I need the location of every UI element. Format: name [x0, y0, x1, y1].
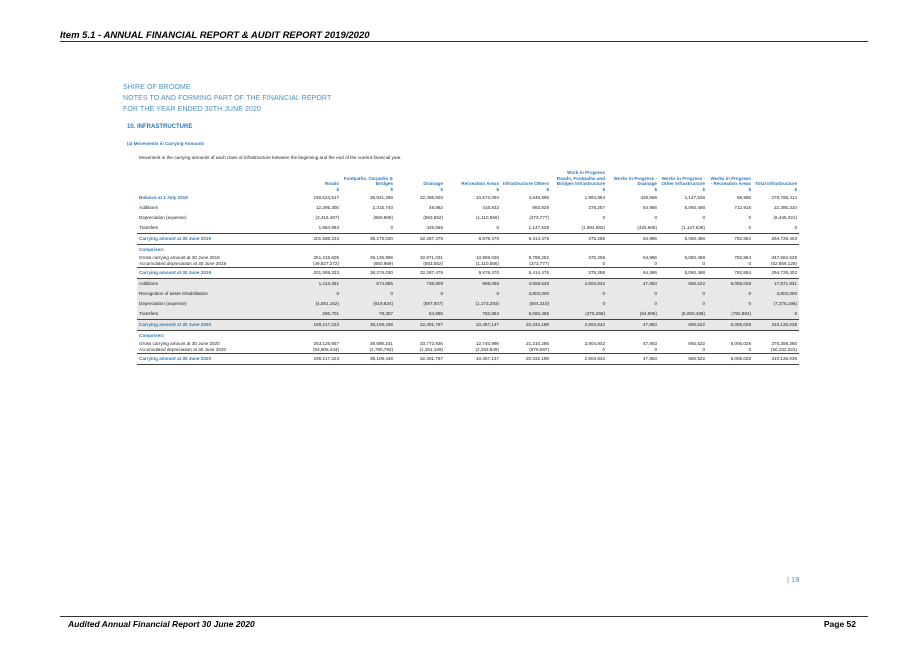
table-cell [445, 244, 501, 255]
table-cell: 310,126,038 [753, 353, 799, 364]
table-cell: 36,821,259 [370, 194, 393, 200]
table-cell: 0 [702, 260, 705, 266]
table-cell [659, 330, 707, 341]
unit-label: $ [654, 186, 657, 192]
table-cell [395, 244, 445, 255]
table-cell: 0 [607, 289, 659, 299]
table-row [137, 330, 799, 341]
table-cell: 32,391,767 [395, 319, 445, 330]
unit-label: $ [546, 186, 549, 192]
table-cell: 6,788,252 [528, 254, 549, 260]
table-cell: 0 [287, 289, 341, 299]
row-label: Additions [137, 278, 287, 289]
table-cell: 47,863 [607, 278, 659, 289]
table-cell [445, 330, 501, 341]
table-cell: 1,147,528 [528, 224, 549, 230]
table-row [137, 193, 799, 203]
table-cell: 12,395,300 [316, 204, 339, 210]
table-cell: 6,414,475 [501, 267, 551, 278]
table-cell: 0 [341, 289, 395, 299]
row-label: Gross carrying amount at 30 June 2019 [139, 254, 220, 260]
row-label: Carrying amount at 30 June 2020 [137, 319, 287, 330]
header-divider [60, 41, 868, 42]
subsection-title: (a) Movements in Carrying Amounts [127, 141, 205, 146]
table-cell [395, 330, 445, 341]
table-cell: 660,522 [659, 353, 707, 364]
row-label: Carrying amount at 30 June 2019 [137, 267, 287, 278]
column-header: Works in Progress - Recreation Areas [710, 175, 751, 187]
table-cell: 0 [707, 289, 753, 299]
row-label: Transfers [139, 224, 159, 230]
table-cell: 296,701 [287, 309, 341, 320]
table-cell: 660,522 [688, 340, 705, 346]
table-cell: (683,552) [423, 260, 443, 266]
table-cell: 253,125,657 [313, 340, 339, 346]
table-cell: 32,971,031 [420, 254, 443, 260]
table-cell: 1,413,351 [287, 278, 341, 289]
table-cell: 38,276,030 [341, 233, 395, 244]
table-cell: (6,445,321) [773, 214, 797, 220]
table-cell: 1,147,528 [684, 194, 705, 200]
table-cell: 0 [654, 214, 657, 220]
table-cell: 199,217,223 [287, 353, 341, 364]
page-marker: | 19 [787, 575, 800, 584]
table-cell: 370,358,360 [771, 340, 797, 346]
table-cell: 12,740,996 [476, 340, 499, 346]
table-cell: (1,110,556) [475, 214, 499, 220]
table-cell: (1,381,159) [419, 346, 443, 352]
table-cell: (504,310) [501, 299, 551, 309]
unit-label: $ [440, 186, 443, 192]
table-cell: 425,666 [426, 224, 443, 230]
table-cell: 5,060,488 [659, 233, 707, 244]
unit-label: $ [390, 186, 393, 192]
table-cell: 294,728,403 [753, 267, 799, 278]
table-cell [287, 244, 341, 255]
table-cell [551, 330, 607, 341]
table-cell: (1,984,983) [581, 224, 605, 230]
table-cell: 0 [659, 289, 707, 299]
table-cell: 32,391,767 [395, 353, 445, 364]
table-cell: 0 [753, 309, 799, 320]
unit-label: $ [748, 186, 751, 192]
table-cell: (2,283,849) [475, 346, 499, 352]
table-cell: (1,173,293) [445, 299, 501, 309]
row-label: Carrying amount at 30 June 2019 [137, 233, 287, 244]
row-label: Carrying amount at 30 June 2020 [137, 353, 287, 364]
table-cell: (697,607) [395, 299, 445, 309]
table-row [137, 233, 799, 244]
table-cell: 38,109,448 [341, 353, 395, 364]
table-cell: 201,588,333 [287, 233, 341, 244]
row-label: Depreciation (expense) [137, 299, 287, 309]
table-cell: (1,110,556) [475, 260, 499, 266]
org-title: SHIRE OF BROOME [123, 84, 191, 91]
table-cell: 64,986 [395, 309, 445, 320]
table-cell: 9,878,470 [445, 233, 501, 244]
table-row [137, 289, 799, 299]
table-cell: 375,257 [588, 204, 605, 210]
table-cell: 0 [794, 224, 797, 230]
table-cell: (52,856,126) [770, 260, 797, 266]
column-header: Roads [324, 181, 339, 187]
row-label: Depreciation (expense) [139, 214, 187, 220]
table-cell: (373,777) [529, 260, 549, 266]
table-cell: 375,258 [551, 267, 607, 278]
table-cell: (373,777) [529, 214, 549, 220]
table-cell [753, 330, 799, 341]
row-label: Comprises: [139, 246, 165, 252]
table-cell: 5,060,488 [684, 254, 705, 260]
table-cell: 201,588,333 [287, 267, 341, 278]
table-cell: 1,984,983 [318, 224, 339, 230]
table-cell: 674,885 [341, 278, 395, 289]
table-cell: 2,804,842 [551, 353, 607, 364]
column-header: Drainage [423, 181, 443, 187]
table-cell: 64,986 [607, 233, 659, 244]
table-cell: 39,890,241 [370, 340, 393, 346]
table-cell: 712,916 [734, 204, 751, 210]
table-cell: 0 [607, 299, 659, 309]
unit-label: $ [794, 186, 797, 192]
table-cell: (919,824) [341, 299, 395, 309]
table-cell: 64,986 [607, 267, 659, 278]
table-cell: (4,081,162) [287, 299, 341, 309]
table-cell [707, 244, 753, 255]
table-cell: 10,572,094 [476, 194, 499, 200]
table-row [137, 267, 799, 278]
table-cell: 6,005,028 [707, 278, 753, 289]
column-header: Total Infrastructure [755, 181, 797, 187]
table-cell: 0 [395, 289, 445, 299]
table-cell: 5,060,488 [501, 309, 551, 320]
table-cell [501, 330, 551, 341]
table-cell: 20,332,198 [501, 353, 551, 364]
table-cell: 782,864 [445, 309, 501, 320]
table-cell: 6,005,028 [707, 353, 753, 364]
table-cell: (3,416,467) [315, 214, 339, 220]
table-cell: (375,258) [551, 309, 607, 320]
table-cell: 32,287,479 [395, 267, 445, 278]
section-title: 10. INFRASTRUCTURE [127, 124, 193, 130]
row-label: Balance at 1 July 2018 [139, 194, 188, 200]
column-header: Work in Progress Roads, Footpaths and Bridges Infrastructure [556, 170, 605, 187]
table-cell: 199,217,223 [287, 319, 341, 330]
table-cell: 660,522 [659, 319, 707, 330]
table-row [137, 299, 799, 309]
table-cell [659, 244, 707, 255]
table-cell: 2,804,842 [551, 319, 607, 330]
table-row [137, 353, 799, 364]
table-cell: 375,258 [588, 254, 605, 260]
page-header: Item 5.1 - ANNUAL FINANCIAL REPORT & AUDIT REPORT 2019/2020 [60, 30, 370, 41]
table-cell [287, 330, 341, 341]
table-cell: (1,147,528) [681, 224, 705, 230]
page-number: Page 52 [823, 619, 856, 629]
report-subtitle: NOTES TO AND FORMING PART OF THE FINANCIAL REPORT [123, 95, 332, 102]
table-cell: 0 [748, 260, 751, 266]
table-cell: (860,969) [373, 260, 393, 266]
table-cell: (60,232,322) [770, 346, 797, 352]
table-cell: (5,060,488) [659, 309, 707, 320]
table-cell: 969,066 [445, 278, 501, 289]
table-cell: 993,829 [532, 204, 549, 210]
table-cell: 2,804,842 [584, 340, 605, 346]
table-cell: 0 [659, 299, 707, 309]
table-cell: 782,884 [707, 267, 753, 278]
table-cell: 32,495,503 [420, 194, 443, 200]
table-cell: 0 [551, 289, 607, 299]
table-cell: (782,884) [707, 309, 753, 320]
table-cell: (425,666) [637, 224, 657, 230]
table-cell: 416,932 [482, 204, 499, 210]
table-row [137, 309, 799, 320]
table-cell: (64,986) [607, 309, 659, 320]
table-cell [341, 244, 395, 255]
column-header: Footpaths, Carparks & Bridges [343, 175, 393, 187]
table-cell: 782,884 [734, 254, 751, 260]
table-cell: 0 [602, 214, 605, 220]
page-footer: Audited Annual Financial Report 30 June 2020 [68, 619, 255, 629]
table-cell: 0 [390, 224, 393, 230]
table-cell [341, 330, 395, 341]
table-cell: 32,287,479 [395, 233, 445, 244]
table-cell: (878,087) [529, 346, 549, 352]
table-cell [607, 330, 659, 341]
column-header: Recreation Areas [461, 181, 499, 187]
table-cell: 33,772,926 [420, 340, 443, 346]
table-cell: 20,332,198 [501, 319, 551, 330]
table-cell: 5,060,488 [659, 267, 707, 278]
table-row [137, 244, 799, 255]
table-cell [753, 244, 799, 255]
table-cell: 49,862 [428, 204, 443, 210]
column-header [137, 170, 287, 187]
table-cell: 38,109,448 [341, 319, 395, 330]
row-label: Accumulated depreciation at 30 June 2020 [139, 346, 227, 352]
row-label: Additions [139, 204, 158, 210]
row-label: Transfers [137, 309, 287, 320]
table-cell: 21,210,285 [526, 340, 549, 346]
table-cell: 0 [654, 260, 657, 266]
footer-divider [60, 616, 868, 617]
row-label: Comprises: [139, 332, 165, 338]
table-cell: (49,827,272) [312, 260, 339, 266]
table-cell: (860,969) [373, 214, 393, 220]
column-header: Works in Progress - Drainage [613, 175, 657, 187]
row-label: Recognition of asset rehabilitation [137, 289, 287, 299]
column-header: Infrastructure Others [503, 181, 549, 187]
table-cell: 0 [602, 346, 605, 352]
table-cell: 0 [654, 346, 657, 352]
table-cell: 0 [748, 214, 751, 220]
table-cell: 6,005,028 [707, 319, 753, 330]
table-cell: 190,624,517 [313, 194, 339, 200]
table-cell: 10,457,147 [445, 353, 501, 364]
table-cell: 2,315,740 [372, 204, 393, 210]
column-header-row [137, 170, 799, 187]
table-cell: 6,005,028 [730, 340, 751, 346]
table-cell: 0 [551, 299, 607, 309]
table-row [137, 223, 799, 234]
table-cell [607, 244, 659, 255]
table-cell: 5,060,488 [684, 204, 705, 210]
table-cell: 4,646,895 [528, 194, 549, 200]
table-cell: 278,788,414 [771, 194, 797, 200]
table-cell: 736,909 [395, 278, 445, 289]
table-cell: 10,989,026 [476, 254, 499, 260]
report-period: FOR THE YEAR ENDED 30TH JUNE 2020 [123, 106, 262, 113]
table-cell: 39,136,999 [370, 254, 393, 260]
table-cell: 0 [702, 346, 705, 352]
table-cell: 64,986 [642, 204, 657, 210]
table-cell: 782,884 [707, 233, 753, 244]
table-cell: 251,415,605 [313, 254, 339, 260]
table-cell: 310,126,038 [753, 319, 799, 330]
table-row [137, 203, 799, 213]
table-cell: 0 [445, 289, 501, 299]
table-cell: (7,376,196) [753, 299, 799, 309]
table-cell: 660,522 [659, 278, 707, 289]
unit-label: $ [702, 186, 705, 192]
table-cell: (683,552) [423, 214, 443, 220]
table-cell: 0 [748, 346, 751, 352]
table-cell: 347,584,529 [771, 254, 797, 260]
table-cell: 17,871,831 [753, 278, 799, 289]
table-cell [501, 244, 551, 255]
column-header: Works in Progress - Other Infrastructure [661, 175, 705, 187]
intro-text: Movement in the carrying amounts of each class of infrastructure between the beginning and the end of the current financial year. [139, 155, 402, 160]
row-label: Gross carrying amount at 30 June 2020 [139, 340, 220, 346]
table-row [137, 213, 799, 223]
infrastructure-table [137, 170, 799, 365]
table-cell: 4,802,000 [753, 289, 799, 299]
table-cell: 69,968 [736, 194, 751, 200]
table-cell: (1,780,793) [369, 346, 393, 352]
table-cell: 10,457,147 [445, 319, 501, 330]
table-cell: 9,878,470 [445, 267, 501, 278]
table-cell: 38,276,030 [341, 267, 395, 278]
table-cell [551, 244, 607, 255]
table-cell: 47,863 [607, 353, 659, 364]
table-cell: 425,666 [640, 194, 657, 200]
table-cell: 4,802,000 [501, 289, 551, 299]
table-cell: 0 [496, 224, 499, 230]
table-cell: 78,357 [341, 309, 395, 320]
table-cell: 22,385,310 [774, 204, 797, 210]
table-cell: 375,258 [551, 233, 607, 244]
unit-label: $ [336, 186, 339, 192]
table-cell: 0 [702, 214, 705, 220]
table-row [137, 278, 799, 289]
table-cell: 4,559,545 [501, 278, 551, 289]
row-label: Accumulated depreciation at 30 June 2019 [139, 260, 227, 266]
table-cell [707, 330, 753, 341]
table-cell: 64,986 [642, 254, 657, 260]
unit-label: $ [602, 186, 605, 192]
table-cell: 6,414,475 [501, 233, 551, 244]
table-cell: 0 [707, 299, 753, 309]
table-cell: 0 [748, 224, 751, 230]
table-row [137, 319, 799, 330]
table-cell: 1,984,984 [584, 194, 605, 200]
table-cell: 47,863 [607, 319, 659, 330]
table-cell: 47,863 [642, 340, 657, 346]
table-cell: 294,728,403 [753, 233, 799, 244]
unit-label: $ [496, 186, 499, 192]
table-cell: 0 [602, 260, 605, 266]
table-cell: (53,908,434) [312, 346, 339, 352]
table-cell: 2,804,842 [551, 278, 607, 289]
